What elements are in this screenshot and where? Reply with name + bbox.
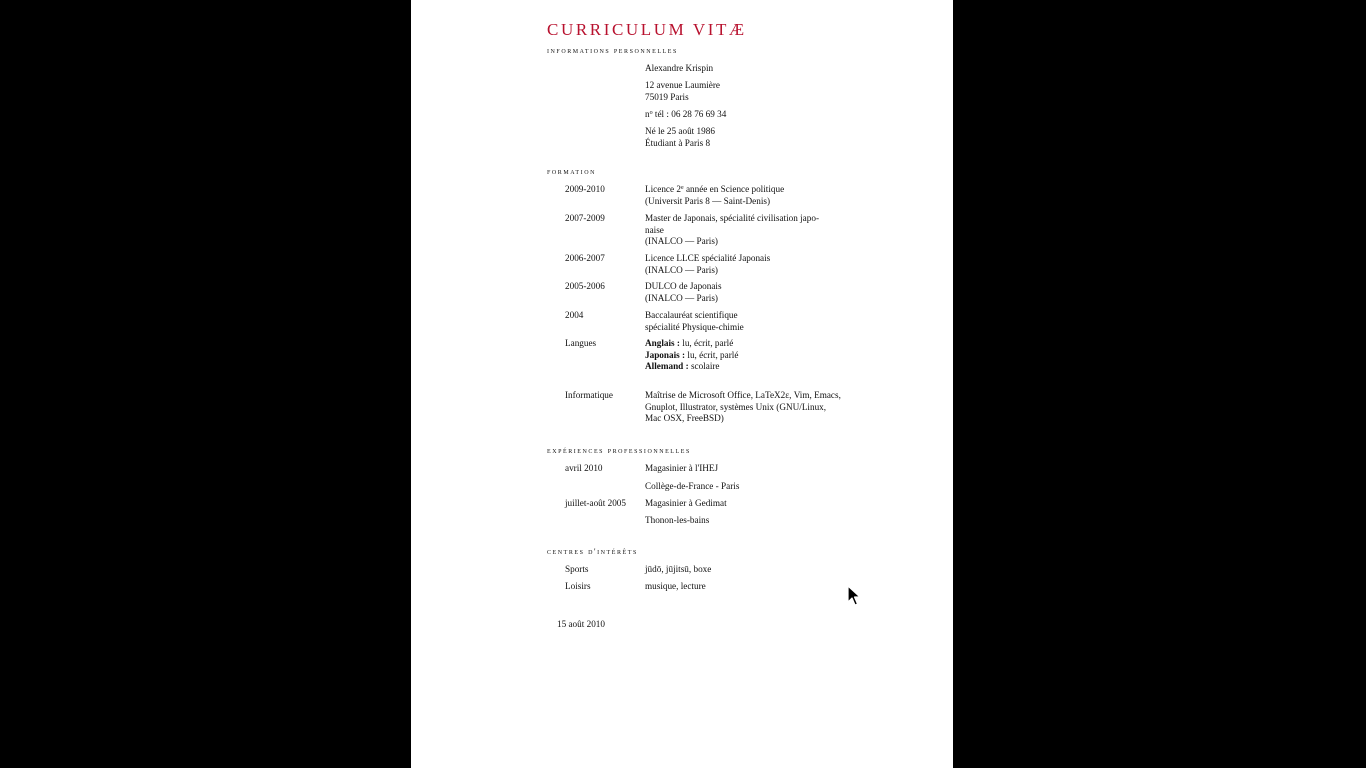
experience-place: Thonon-les-bains (645, 515, 710, 525)
education-entry: DULCO de Japonais (INALCO — Paris) (645, 281, 722, 303)
experience-date: avril 2010 (565, 463, 603, 473)
education-date: 2009-2010 (565, 184, 605, 194)
cv-title: CURRICULUM VITÆ (547, 20, 747, 39)
personal-birth: Né le 25 août 1986 Étudiant à Paris 8 (645, 126, 715, 148)
interest-value: jūdō, jūjitsū, boxe (645, 564, 712, 574)
mouse-cursor-icon (847, 585, 861, 607)
education-entry: Master de Japonais, spécialité civilisation japo- naise (INALCO — Paris) (645, 213, 820, 246)
education-entry: Baccalauréat scientifique spécialité Physique-chimie (645, 310, 744, 332)
experience-place: Collège-de-France - Paris (645, 481, 740, 491)
languages-label: Langues (565, 338, 597, 348)
section-heading-experience: expériences professionnelles (547, 446, 691, 455)
education-entry: Licence LLCE spécialité Japonais (INALCO — Paris) (645, 253, 771, 275)
experience-role: Magasinier à Gedimat (645, 498, 727, 508)
computing-label: Informatique (565, 390, 613, 400)
personal-name: Alexandre Krispin (645, 63, 714, 73)
section-heading-interests: centres d'intérêts (547, 547, 638, 556)
education-entry: Licence 2e année en Science politique (Universit Paris 8 — Saint-Denis) (645, 184, 785, 206)
footer-date: 15 août 2010 (557, 619, 605, 629)
section-heading-education: formation (547, 167, 596, 176)
education-date: 2005-2006 (565, 281, 605, 291)
experience-date: juillet-août 2005 (565, 498, 626, 508)
education-date: 2004 (565, 310, 584, 320)
interest-label: Sports (565, 564, 589, 574)
experience-role: Magasinier à l'IHEJ (645, 463, 719, 473)
interest-label: Loisirs (565, 581, 591, 591)
languages-list: Anglais : lu, écrit, parlé Japonais : lu, écrit, parlé Allemand : scolaire (645, 338, 739, 371)
education-date: 2007-2009 (565, 213, 605, 223)
section-heading-personal: informations personnelles (547, 46, 678, 55)
personal-address: 12 avenue Laumière 75019 Paris (645, 80, 720, 102)
education-date: 2006-2007 (565, 253, 605, 263)
interest-value: musique, lecture (645, 581, 706, 591)
document-page (411, 0, 953, 768)
computing-skills: Maîtrise de Microsoft Office, LaTeX2ε, Vim, Emacs, Gnuplot, Illustrator, systèmes Unix (GNU/Linux, Mac OSX, FreeBSD) (645, 390, 841, 423)
personal-phone: $n^o$ tél : 06 28 76 69 34 (645, 109, 727, 119)
